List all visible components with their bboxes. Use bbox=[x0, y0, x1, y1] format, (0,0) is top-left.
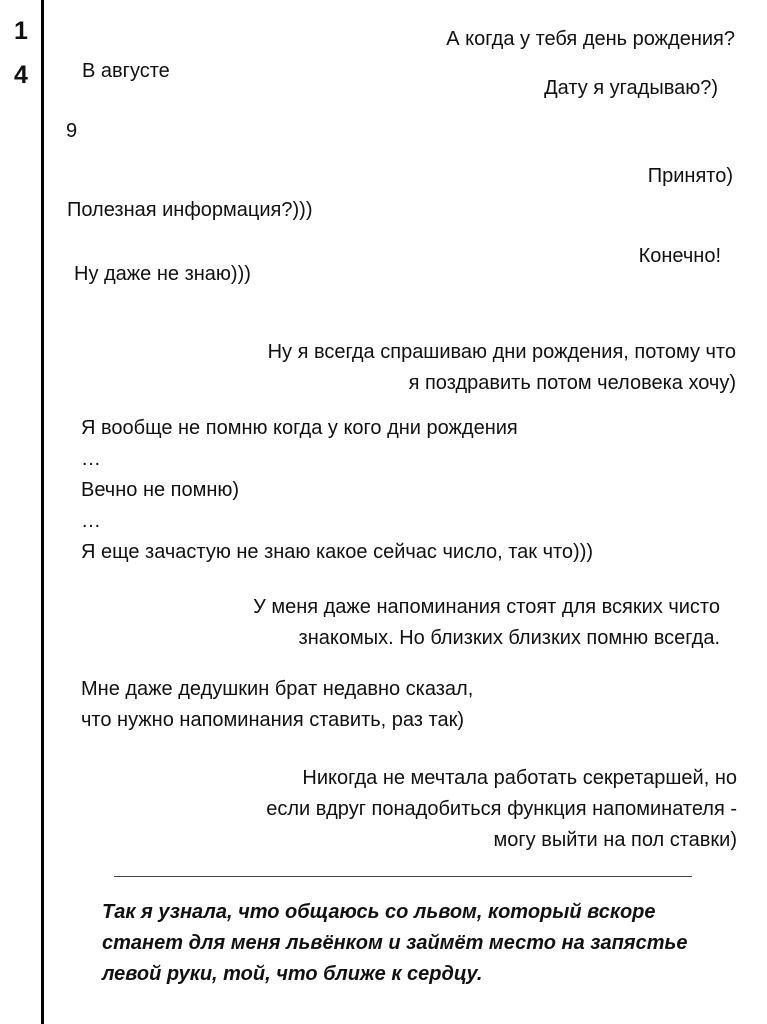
narration-text: Так я узнала, что общаюсь со львом, который вскоре станет для меня львёнком и займёт место на запястье левой руки, той, что ближе к сердцу. bbox=[102, 901, 688, 985]
message-line: могу выйти на пол ставки) bbox=[493, 829, 737, 851]
page-number-digit-1: 1 bbox=[14, 17, 28, 45]
message-in-august: В августе bbox=[82, 60, 170, 82]
message-line: знакомых. Но близких близких помню всегда. bbox=[298, 627, 720, 649]
message-always-ask-birthdays bbox=[268, 337, 736, 399]
message-useful-info: Полезная информация?))) bbox=[67, 199, 313, 221]
message-line: если вдруг понадобиться функция напоминателя - bbox=[266, 798, 737, 820]
message-of-course: Конечно! bbox=[638, 245, 721, 267]
message-line: Я еще зачастую не знаю какое сейчас число, так что))) bbox=[81, 541, 594, 563]
message-never-remember bbox=[81, 413, 593, 568]
message-line: Ну я всегда спрашиваю дни рождения, потому что bbox=[267, 341, 736, 363]
message-line: я поздравить потом человека хочу) bbox=[408, 372, 736, 394]
message-line: У меня даже напоминания стоят для всяких чисто bbox=[253, 596, 720, 618]
page-number-digit-2: 4 bbox=[14, 61, 28, 89]
message-line: … bbox=[81, 510, 101, 532]
message-nine: 9 bbox=[66, 120, 78, 142]
message-accepted: Принято) bbox=[647, 165, 733, 187]
message-line: … bbox=[81, 448, 101, 470]
message-birthday-question: А когда у тебя день рождения? bbox=[446, 28, 735, 50]
section-divider bbox=[114, 876, 692, 877]
message-line: Вечно не помню) bbox=[81, 479, 240, 501]
message-guessing-date: Дату я угадываю?) bbox=[544, 77, 718, 99]
message-line: Я вообще не помню когда у кого дни рождения bbox=[81, 417, 518, 439]
message-line: Никогда не мечтала работать секретаршей, но bbox=[302, 767, 737, 789]
message-dont-know: Ну даже не знаю))) bbox=[74, 263, 251, 285]
message-line: Мне даже дедушкин брат недавно сказал, bbox=[81, 678, 474, 700]
message-grandfather-brother bbox=[81, 674, 473, 736]
message-reminders-set bbox=[253, 592, 720, 654]
margin-rule bbox=[41, 0, 44, 1024]
message-line: что нужно напоминания ставить, раз так) bbox=[81, 709, 464, 731]
message-secretary bbox=[266, 763, 737, 856]
